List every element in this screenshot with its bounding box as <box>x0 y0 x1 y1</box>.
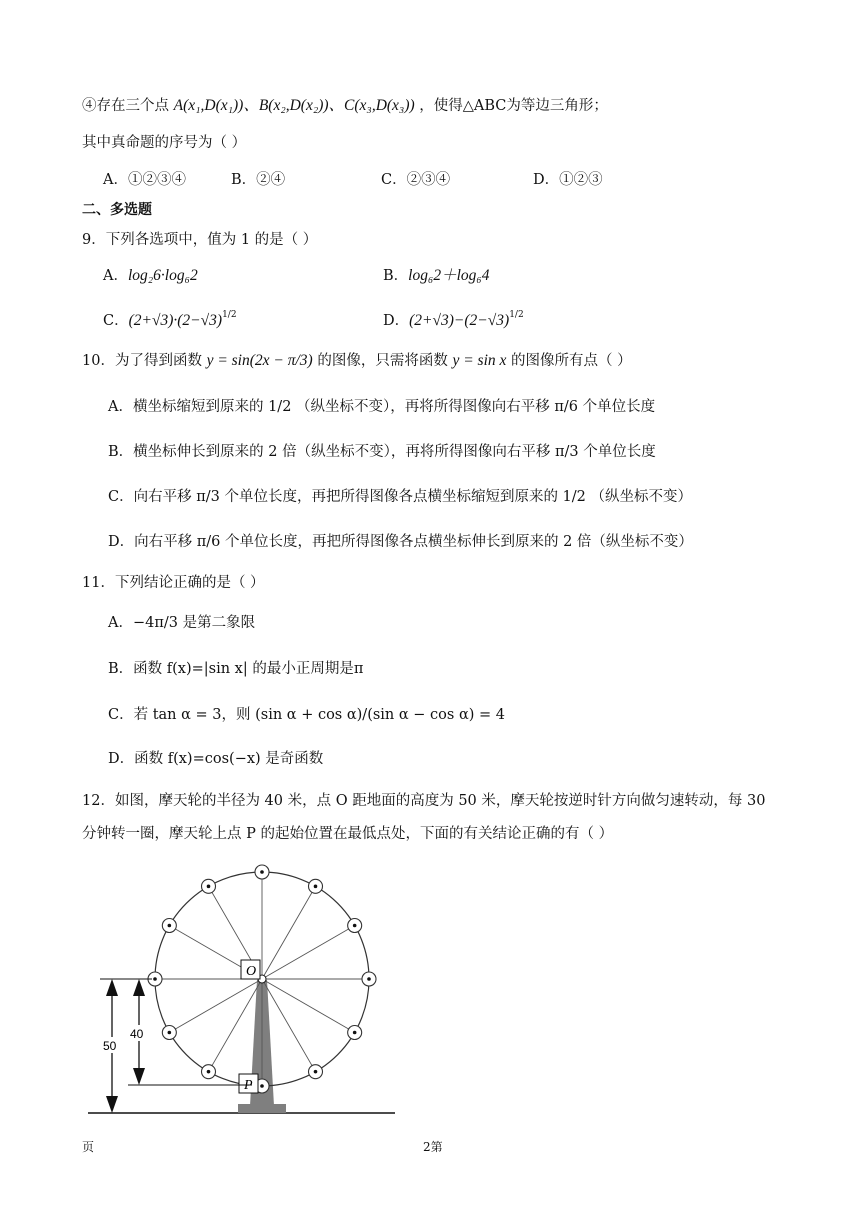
q10-stem: 10．为了得到函数 y = sin(2x − π/3) 的图像，只需将函数 y = sin x 的图像所有点（ ） <box>82 352 632 369</box>
cabin <box>162 1026 176 1040</box>
q8-option-a: A．①②③④ <box>103 172 186 188</box>
q9-b-expr: log₆2＋log₆4 <box>408 267 490 284</box>
footer-left: 页 <box>82 1140 95 1154</box>
q10-option-c: C．向右平移 π/3 个单位长度，再把所得图像各点横坐标缩短到原来的 1/2 （纵坐标不变） <box>108 489 693 505</box>
cabin <box>202 1065 216 1079</box>
cabin <box>162 919 176 933</box>
cabin <box>348 919 362 933</box>
dim-outer-label: 50 <box>103 1039 117 1053</box>
q8-prompt: 其中真命题的序号为（ ） <box>82 135 247 151</box>
q10-source-func: y = sin x <box>452 352 507 369</box>
dim-outer-arrow-bottom <box>106 1096 118 1113</box>
cabin <box>255 865 269 879</box>
point-p-label: P <box>244 1078 253 1093</box>
q12-line2: 分钟转一圈，摩天轮上点 P 的起始位置在最低点处，下面的有关结论正确的有（ ） <box>82 826 614 842</box>
cabin <box>309 879 323 893</box>
spoke <box>262 886 316 979</box>
cabin <box>348 1026 362 1040</box>
q12-line1: 12．如图，摩天轮的半径为 40 米，点 O 距地面的高度为 50 米，摩天轮按逆时针方向做匀速转动，每 30 <box>82 793 766 809</box>
dim-inner-arrow-top <box>133 979 145 996</box>
q8-item4-suffix: ，使得△ABC为等边三角形； <box>419 98 608 114</box>
dim-outer-arrow-top <box>106 979 118 996</box>
q8-option-b: B．②④ <box>231 172 286 188</box>
q9-d-exponent: 1/2 <box>509 310 524 320</box>
q10-target-func: y = sin(2x − π/3) <box>206 352 313 369</box>
spoke <box>262 926 355 980</box>
dim-inner-label: 40 <box>130 1027 144 1041</box>
dim-inner-arrow-bottom <box>133 1068 145 1085</box>
q8-item4-points: A(x₁,D(x₁))、B(x₂,D(x₂))、C(x₃,D(x₃)) <box>173 97 415 114</box>
q9-stem: 9．下列各选项中，值为 1 的是（ ） <box>82 232 318 248</box>
spoke <box>262 979 355 1033</box>
q8-item4 <box>82 96 608 116</box>
q9-c-exponent: 1/2 <box>222 310 237 320</box>
center-label: O <box>246 964 257 979</box>
footer-center: 2第 <box>423 1140 443 1154</box>
q8-item4-label: ④存在三个点 <box>82 98 169 114</box>
tower-base <box>238 1104 286 1113</box>
q11-option-c: C．若 tan α = 3，则 (sin α + cos α)/(sin α − cos α) = 4 <box>108 707 505 723</box>
q8-option-c: C．②③④ <box>381 172 451 188</box>
q9-option-b: B．log₆2＋log₆4 <box>383 267 490 284</box>
q9-c-expr: (2+√3)·(2−√3) <box>128 312 223 329</box>
spoke <box>169 979 262 1033</box>
q11-option-d: D．函数 f(x)=cos(−x) 是奇函数 <box>108 751 324 767</box>
q9-option-d: D．$(2+√3)-(2-√3)^{1/2}$ <box>383 310 524 329</box>
section-title: 二、多选题 <box>82 202 152 218</box>
q9-option-c: C．$(2+√3)\cdot(2-√3)^{1/2}$ <box>103 310 237 329</box>
cabin <box>362 972 376 986</box>
q11-option-a: A．−4π/3 是第二象限 <box>108 615 256 631</box>
q10-option-b: B．横坐标伸长到原来的 2 倍（纵坐标不变），再将所得图像向右平移 π/3 个单位长度 <box>108 444 656 460</box>
q9-option-a: A．log₂6·log₆2 <box>103 267 198 284</box>
ferris-wheel-figure <box>82 858 402 1120</box>
cabin <box>202 879 216 893</box>
q10-option-a: A．横坐标缩短到原来的 1/2 （纵坐标不变），再将所得图像向右平移 π/6 个单位长度 <box>108 399 656 415</box>
q11-stem: 11．下列结论正确的是（ ） <box>82 575 265 591</box>
q8-option-d: D．①②③ <box>533 172 603 188</box>
q11-option-b: B．函数 f(x)=|sin x| 的最小正周期是π <box>108 661 364 677</box>
cabin <box>309 1065 323 1079</box>
q10-option-d: D．向右平移 π/6 个单位长度，再把所得图像各点横坐标伸长到原来的 2 倍（纵坐标不变） <box>108 534 693 550</box>
q9-a-expr: log₂6·log₆2 <box>127 267 198 284</box>
q9-d-expr: (2+√3)−(2−√3) <box>409 312 510 329</box>
